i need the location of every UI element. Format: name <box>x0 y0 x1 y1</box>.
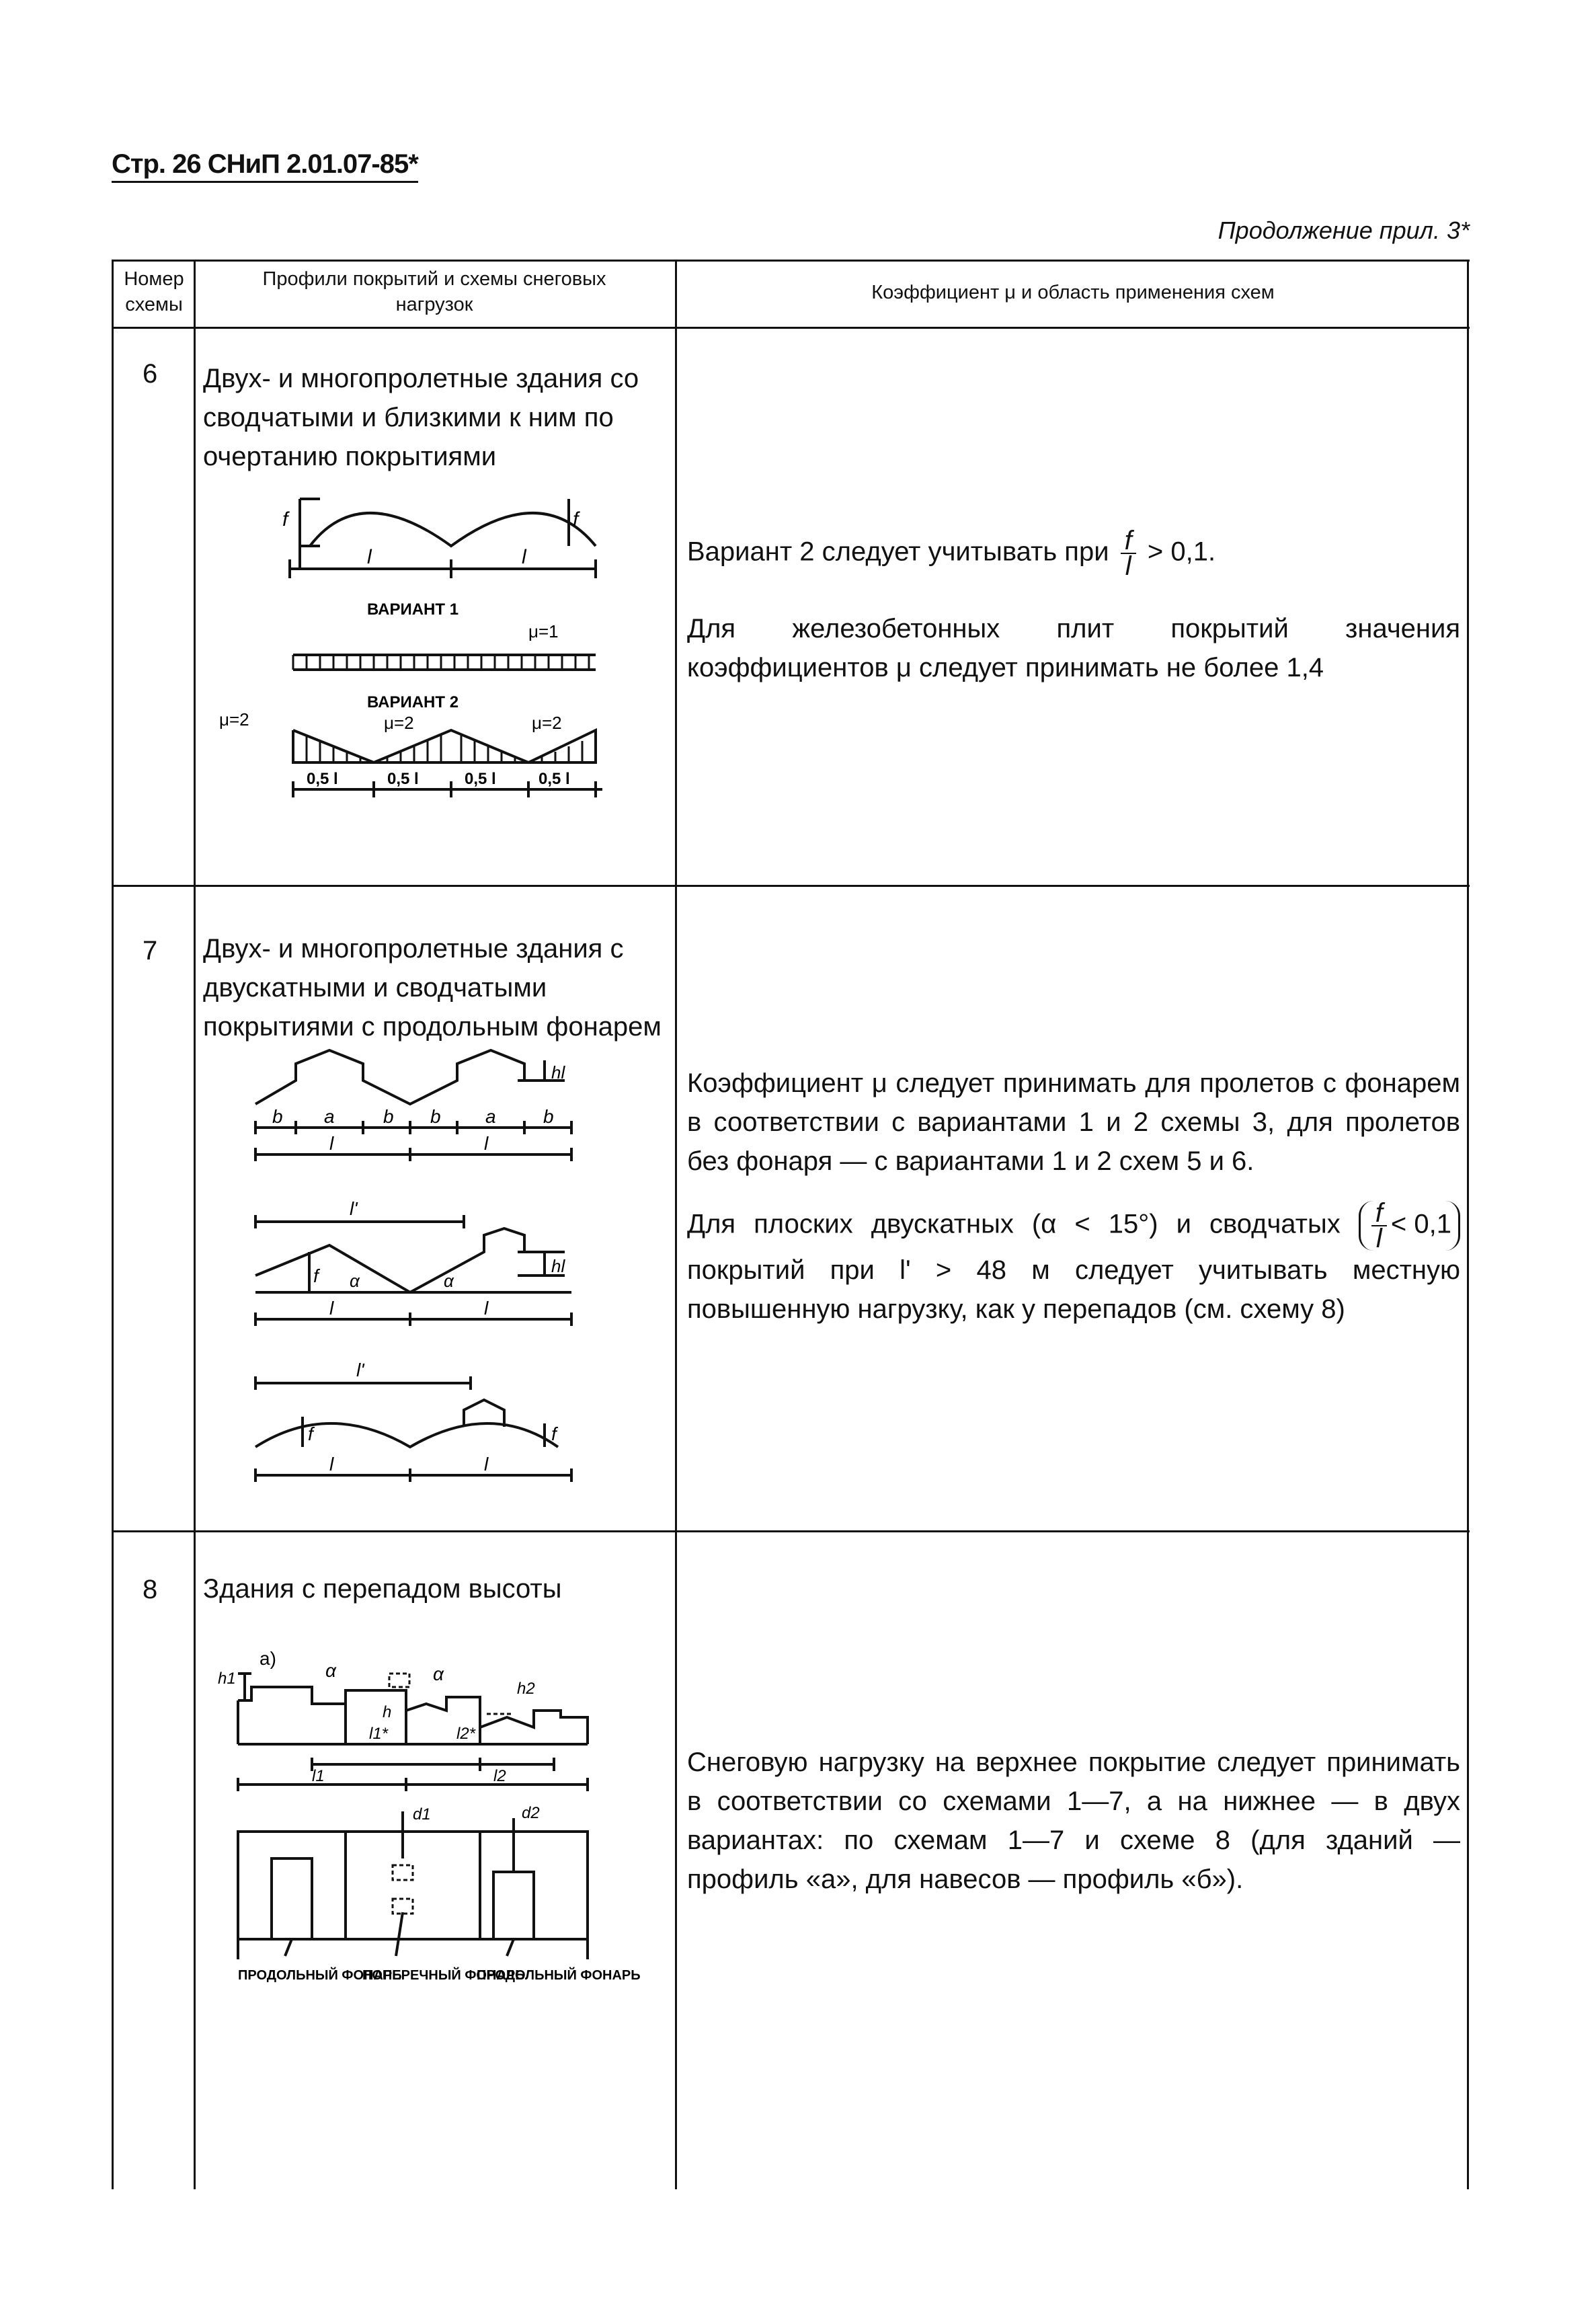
row-6-variant-1: ВАРИАНТ 1 <box>367 600 459 619</box>
row-7-condition-bracket <box>1359 1198 1460 1253</box>
row-7-fraction-den: l <box>1375 1224 1382 1253</box>
row-6-seg-4: 0,5 l <box>538 770 570 788</box>
row-6-fraction-num: f <box>1121 528 1136 554</box>
row-6-condition-value: > 0,1. <box>1147 537 1216 567</box>
row-7-hl-1: hl <box>551 1062 565 1083</box>
row-6-condition-text: Вариант 2 следует учитывать при <box>687 537 1109 567</box>
row-8-lantern-trans: ПОПЕРЕЧНЫЙ ФОНАРЬ <box>362 1968 525 1983</box>
row-7-a-2: a <box>485 1106 496 1127</box>
row-6-condition <box>687 526 1460 581</box>
row-6-title: Двух- и многопролетные здания со сводчатыми и близкими к ним по очертанию покрытиями <box>203 364 639 471</box>
row-7-condition-text: Для плоских двускатных (α < 15°) и сводчатых <box>687 1209 1341 1239</box>
row-6-variant-2: ВАРИАНТ 2 <box>367 693 459 711</box>
row-6-l-left: l <box>367 546 372 568</box>
row-7-l-prime-2: l' <box>356 1360 364 1380</box>
row-8-h1: h1 <box>218 1670 236 1688</box>
row-8-diagram <box>211 1643 668 2060</box>
row-6-f-left: f <box>282 508 288 531</box>
row-6-diagram <box>219 494 656 830</box>
row-7-l-1: l <box>329 1133 334 1154</box>
row-6-fraction <box>1121 526 1136 581</box>
row-8-profile-a: а) <box>260 1648 276 1669</box>
row-7-l-prime-1: l' <box>350 1198 358 1219</box>
row-7-b-1: b <box>272 1106 283 1127</box>
schemes-table <box>112 260 1470 2189</box>
continuation-label: Продолжение прил. 3* <box>1218 217 1470 244</box>
row-7-fraction <box>1371 1198 1387 1253</box>
row-8-h2: h2 <box>517 1680 535 1698</box>
row-8-l2: l2 <box>493 1767 506 1785</box>
row-8-d1: d1 <box>413 1805 431 1824</box>
row-6-seg-2: 0,5 l <box>387 770 419 788</box>
row-8-text: Снеговую нагрузку на верхнее покрытие следует принимать в соответствии со схемами 1—7, а на нижнее — в двух вариантах: по схемам 1—7 и схеме 8 (для зданий — профиль «а», для навесов — профиль «б»). <box>687 1748 1460 1894</box>
row-7-l-4: l <box>484 1298 489 1319</box>
row-8-lantern-long-1: ПРОДОЛЬНЫЙ ФОНАРЬ <box>238 1968 402 1983</box>
row-7-f-1: f <box>313 1265 319 1286</box>
row-6-number: 6 <box>143 359 158 389</box>
row-7-condition <box>687 1198 1460 1329</box>
row-7-b-4: b <box>543 1106 554 1127</box>
row-8-alpha-2: α <box>433 1663 444 1684</box>
table-border-left <box>112 260 114 2189</box>
row-8-l1s: l1* <box>369 1725 389 1743</box>
row-7-f-3: f <box>551 1423 557 1444</box>
row-6-text: Для железобетонных плит покрытий значения коэффициентов μ следует принимать не более 1,4 <box>687 614 1460 682</box>
row-7-number: 7 <box>143 936 158 966</box>
row-6-l-right: l <box>522 546 526 568</box>
row-6-mu-2-mid: μ=2 <box>384 713 414 733</box>
row-6-seg-3: 0,5 l <box>465 770 496 788</box>
row-6-seg-1: 0,5 l <box>307 770 338 788</box>
row-7-condition-rest: покрытий при l' > 48 м следует учитывать местную повышенную нагрузку, как у перепадов (см. схему 8) <box>687 1255 1460 1324</box>
col-divider-2 <box>675 260 677 2189</box>
row-7-l-6: l <box>484 1454 489 1475</box>
row-7-alpha-2: α <box>444 1271 454 1291</box>
page-header: Стр. 26 СНиП 2.01.07-85* <box>112 149 418 183</box>
row-8-d2: d2 <box>522 1804 540 1822</box>
row-6-mu-2-left: μ=2 <box>219 709 249 730</box>
row-7-condition-value: < 0,1 <box>1390 1209 1451 1239</box>
row-7-text: Коэффициент μ следует принимать для пролетов с фонарем в соответствии с вариантами 1 и 2 схемы 3, для пролетов без фонаря — с вариантами 1 и 2 схем 5 и 6. <box>687 1068 1460 1176</box>
row-7-l-5: l <box>329 1454 334 1475</box>
row-7-title: Двух- и многопролетные здания с двускатными и сводчатыми покрытиями с продольным фонарем <box>203 934 662 1042</box>
row-7-hl-2: hl <box>551 1256 565 1276</box>
row-8-lantern-long-2: ПРОДОЛЬНЫЙ ФОНАРЬ <box>477 1968 641 1983</box>
row-7-alpha-1: α <box>350 1271 360 1291</box>
row-8-number: 8 <box>143 1575 158 1604</box>
row-7-b-3: b <box>430 1106 441 1127</box>
row-7-l-2: l <box>484 1133 489 1154</box>
table-border-right <box>1467 260 1469 2189</box>
row-7-diagram <box>249 1050 666 1521</box>
row-7-b-2: b <box>383 1106 394 1127</box>
header-coefficient: Коэффициент μ и область применения схем <box>871 282 1275 303</box>
row-7-fraction-num: f <box>1371 1201 1387 1226</box>
row-8-l2s: l2* <box>456 1725 476 1743</box>
row-8-h: h <box>383 1703 392 1721</box>
row-6-fraction-den: l <box>1125 551 1131 581</box>
row-8-title: Здания с перепадом высоты <box>203 1574 562 1604</box>
row-divider-6-7 <box>112 885 1470 887</box>
header-divider <box>112 327 1470 329</box>
row-7-l-3: l <box>329 1298 334 1319</box>
col-divider-1 <box>194 260 196 2189</box>
header-profiles: Профили покрытий и схемы снеговых нагрузок <box>262 268 606 315</box>
header-scheme-number: Номер схемы <box>124 268 184 315</box>
row-6-mu-2-right: μ=2 <box>532 713 562 733</box>
row-6-mu-1: μ=1 <box>528 621 559 641</box>
table-border-top <box>112 260 1470 262</box>
row-8-l1: l1 <box>312 1767 325 1785</box>
row-7-f-2: f <box>308 1423 313 1444</box>
row-8-alpha-1: α <box>325 1660 336 1681</box>
row-divider-7-8 <box>112 1530 1470 1532</box>
row-6-f-right: f <box>573 508 579 531</box>
row-7-a-1: a <box>324 1106 335 1127</box>
